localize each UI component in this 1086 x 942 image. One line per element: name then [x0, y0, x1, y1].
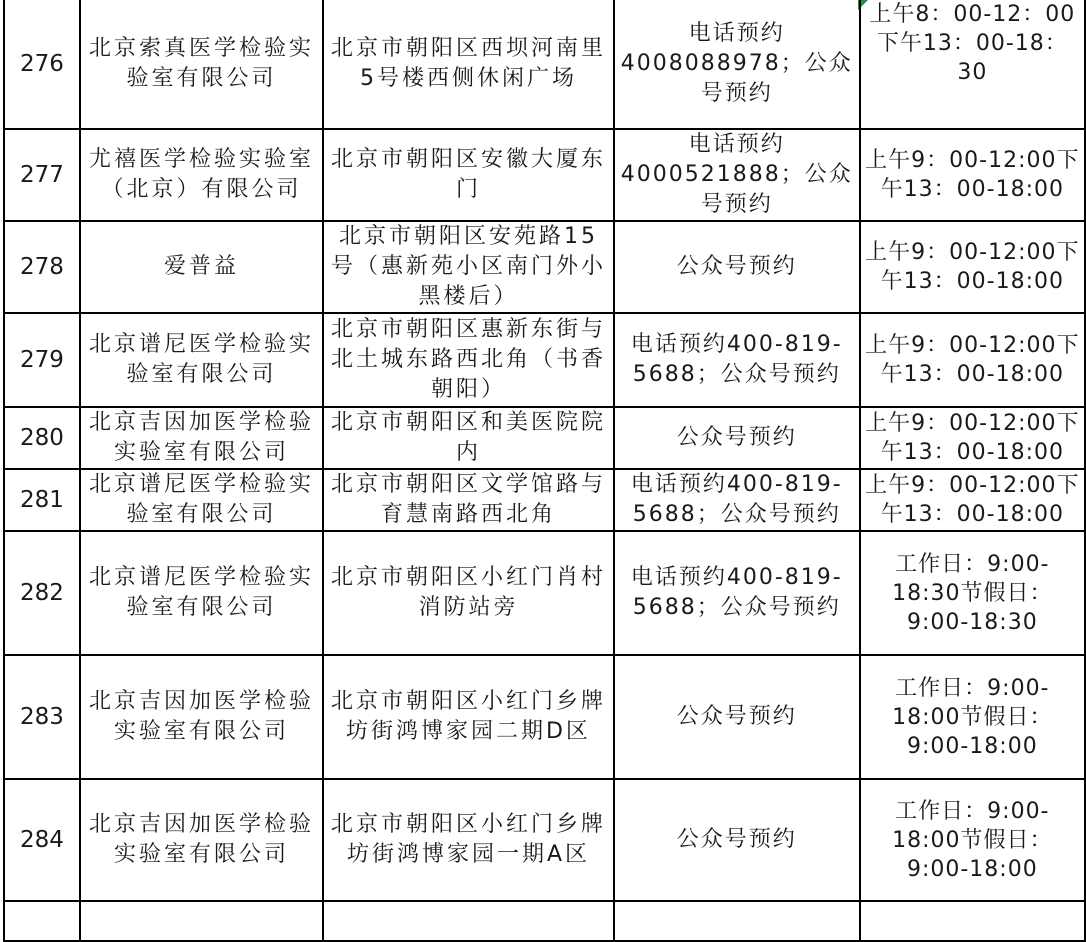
organization-cell: 尤禧医学检验实验室（北京）有限公司	[80, 129, 323, 221]
appointment-cell: 公众号预约	[614, 407, 860, 469]
address-cell: 北京市朝阳区西坝河南里5号楼西侧休闲广场	[323, 0, 614, 129]
table-row-partial	[4, 901, 1085, 941]
table-row	[4, 129, 1085, 221]
row-number: 284	[4, 779, 80, 901]
table-row	[4, 407, 1085, 469]
appointment-cell: 公众号预约	[614, 655, 860, 779]
address-cell: 北京市朝阳区文学馆路与育慧南路西北角	[323, 469, 614, 531]
organization-cell: 北京谱尼医学检验实验室有限公司	[80, 469, 323, 531]
table-row	[4, 779, 1085, 901]
appointment-cell: 电话预约400-819-5688；公众号预约	[614, 313, 860, 407]
hours-cell: 工作日：9:00-18:30节假日：9:00-18:30	[860, 531, 1085, 655]
organization-cell: 北京吉因加医学检验实验室有限公司	[80, 655, 323, 779]
row-number: 282	[4, 531, 80, 655]
hours-cell: 上午9：00-12:00下午13：00-18:00	[860, 407, 1085, 469]
hours-cell: 上午9：00-12:00下午13：00-18:00	[860, 313, 1085, 407]
appointment-cell: 公众号预约	[614, 779, 860, 901]
organization-cell: 北京吉因加医学检验实验室有限公司	[80, 779, 323, 901]
address-cell: 北京市朝阳区安徽大厦东门	[323, 129, 614, 221]
row-number: 278	[4, 221, 80, 313]
appointment-cell: 电话预约4000521888；公众号预约	[614, 129, 860, 221]
hours-cell: 上午9：00-12:00下午13：00-18:00	[860, 221, 1085, 313]
address-cell: 北京市朝阳区安苑路15号（惠新苑小区南门外小黑楼后）	[323, 221, 614, 313]
row-number: 277	[4, 129, 80, 221]
row-number: 283	[4, 655, 80, 779]
cut-off-cell	[614, 901, 860, 941]
address-cell: 北京市朝阳区小红门肖村消防站旁	[323, 531, 614, 655]
address-cell: 北京市朝阳区小红门乡牌坊街鸿博家园一期A区	[323, 779, 614, 901]
organization-cell: 北京谱尼医学检验实验室有限公司	[80, 531, 323, 655]
row-number: 280	[4, 407, 80, 469]
hours-cell: 上午9：00-12:00下午13：00-18:00	[860, 129, 1085, 221]
cut-off-cell	[860, 901, 1085, 941]
hours-cell: 上午9：00-12:00下午13：00-18:00	[860, 469, 1085, 531]
hours-cell: 工作日：9:00-18:00节假日：9:00-18:00	[860, 655, 1085, 779]
table-row	[4, 531, 1085, 655]
hours-cell: 工作日：9:00-18:00节假日：9:00-18:00	[860, 779, 1085, 901]
table-row	[4, 469, 1085, 531]
organization-cell: 北京吉因加医学检验实验室有限公司	[80, 407, 323, 469]
row-number: 276	[4, 0, 80, 129]
appointment-cell: 电话预约4008088978；公众号预约	[614, 0, 860, 129]
cut-off-cell	[323, 901, 614, 941]
appointment-cell: 公众号预约	[614, 221, 860, 313]
row-number: 281	[4, 469, 80, 531]
organization-cell: 北京谱尼医学检验实验室有限公司	[80, 313, 323, 407]
table-row	[4, 655, 1085, 779]
hours-cell: 上午8：00-12：00下午13：00-18：30	[860, 0, 1085, 129]
table-row	[4, 0, 1085, 129]
organization-cell: 北京索真医学检验实验室有限公司	[80, 0, 323, 129]
table-row	[4, 221, 1085, 313]
address-cell: 北京市朝阳区和美医院院内	[323, 407, 614, 469]
appointment-cell: 电话预约400-819-5688；公众号预约	[614, 531, 860, 655]
address-cell: 北京市朝阳区惠新东街与北土城东路西北角（书香朝阳）	[323, 313, 614, 407]
table-row	[4, 313, 1085, 407]
cut-off-cell	[80, 901, 323, 941]
organization-cell: 爱普益	[80, 221, 323, 313]
appointment-cell: 电话预约400-819-5688；公众号预约	[614, 469, 860, 531]
address-cell: 北京市朝阳区小红门乡牌坊街鸿博家园二期D区	[323, 655, 614, 779]
row-number: 279	[4, 313, 80, 407]
testing-sites-table	[3, 0, 1086, 942]
cut-off-cell	[4, 901, 80, 941]
